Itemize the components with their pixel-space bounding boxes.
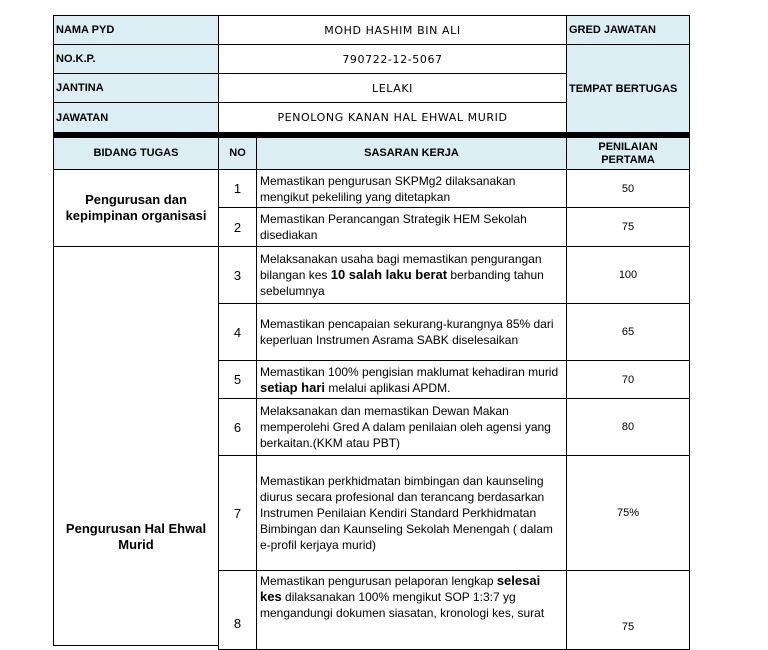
text-segment: Memastikan 100% pengisian maklumat kehadiran murid (260, 364, 559, 379)
text-segment: Memastikan pengurusan SKPMg2 dilaksanakan mengikut pekeliling yang ditetapkan (260, 173, 516, 204)
text-segment: dilaksanakan 100% mengikut SOP 1:3:7 yg mengandungi dokumen siasatan, kronologi kes, surat (260, 590, 545, 620)
penilaian-score: 75 (566, 207, 690, 247)
text-segment: Memastikan perkhidmatan bimbingan dan kaunseling diurus secara profesional dan terancang berdasarkan Instrumen Penilaian Kendiri Standard Perkhidmatan Bimbingan dan Kaunseling Sekolah Menengah ( dalam e-profil kerjaya murid) (260, 474, 553, 552)
text-segment: Memastikan pencapaian sekurang-kurangnya 85% dari keperluan Instrumen Asrama SABK diselesaikan (260, 317, 554, 347)
nama-pyd-value: MOHD HASHIM BIN ALI (218, 15, 567, 45)
header-no: NO (218, 137, 257, 170)
sasaran-kerja-text (256, 207, 567, 247)
row-number: 6 (218, 398, 257, 456)
sasaran-kerja-text (256, 246, 567, 304)
penilaian-score: 75 (566, 570, 690, 650)
jantina-value: LELAKI (218, 73, 567, 103)
penilaian-score: 75% (566, 455, 690, 571)
emphasis-text: 10 salah laku berat (330, 267, 448, 282)
row-number: 7 (218, 455, 257, 571)
nama-pyd-label: NAMA PYD (53, 15, 219, 45)
penilaian-score: 65 (566, 303, 690, 361)
gred-jawatan-label: GRED JAWATAN (566, 15, 690, 45)
emphasis-text: selesai kes (260, 573, 541, 604)
tempat-bertugas-label: TEMPAT BERTUGAS (566, 44, 690, 133)
emphasis-text: setiap hari (260, 379, 326, 395)
sasaran-kerja-text (256, 169, 567, 208)
text-segment: Memastikan pengurusan pelaporan lengkap (260, 574, 497, 588)
penilaian-score: 100 (566, 246, 690, 304)
text-segment: Memastikan Perancangan Strategik HEM Sekolah disediakan (260, 212, 527, 242)
row-number: 1 (218, 169, 257, 208)
sasaran-kerja-text (256, 360, 567, 399)
category-pengurusan-kepimpinan: Pengurusan dan kepimpinan organisasi (53, 169, 219, 247)
jawatan-value: PENOLONG KANAN HAL EHWAL MURID (218, 102, 567, 133)
penilaian-score: 50 (566, 169, 690, 208)
penilaian-score: 70 (566, 360, 690, 399)
sasaran-kerja-text (256, 455, 567, 571)
row-number: 2 (218, 207, 257, 247)
text-segment: Melaksanakan usaha bagi memastikan pengurangan bilangan kes (260, 252, 542, 282)
sasaran-kerja-text (256, 303, 567, 361)
row-number: 4 (218, 303, 257, 361)
nokp-value: 790722-12-5067 (218, 44, 567, 74)
jantina-label: JANTINA (53, 73, 219, 103)
row-number: 8 (218, 570, 257, 650)
nokp-label: NO.K.P. (53, 44, 219, 74)
header-penilaian-pertama: PENILAIAN PERTAMA (566, 137, 690, 170)
sasaran-kerja-text (256, 398, 567, 456)
category-pengurusan-hem: Pengurusan Hal Ehwal Murid (53, 246, 219, 646)
header-sasaran-kerja: SASARAN KERJA (256, 137, 567, 170)
row-number: 5 (218, 360, 257, 399)
row-number: 3 (218, 246, 257, 304)
sasaran-kerja-text (256, 570, 567, 650)
jawatan-label: JAWATAN (53, 102, 219, 133)
text-segment: Melaksanakan dan memastikan Dewan Makan memperolehi Gred A dalam penilaian oleh agensi yang berkaitan.(KKM atau PBT) (260, 404, 551, 450)
penilaian-score: 80 (566, 398, 690, 456)
text-segment: melalui aplikasi APDM. (325, 380, 451, 395)
header-bidang-tugas: BIDANG TUGAS (53, 137, 219, 170)
text-segment: berbanding tahun sebelumnya (260, 268, 544, 298)
